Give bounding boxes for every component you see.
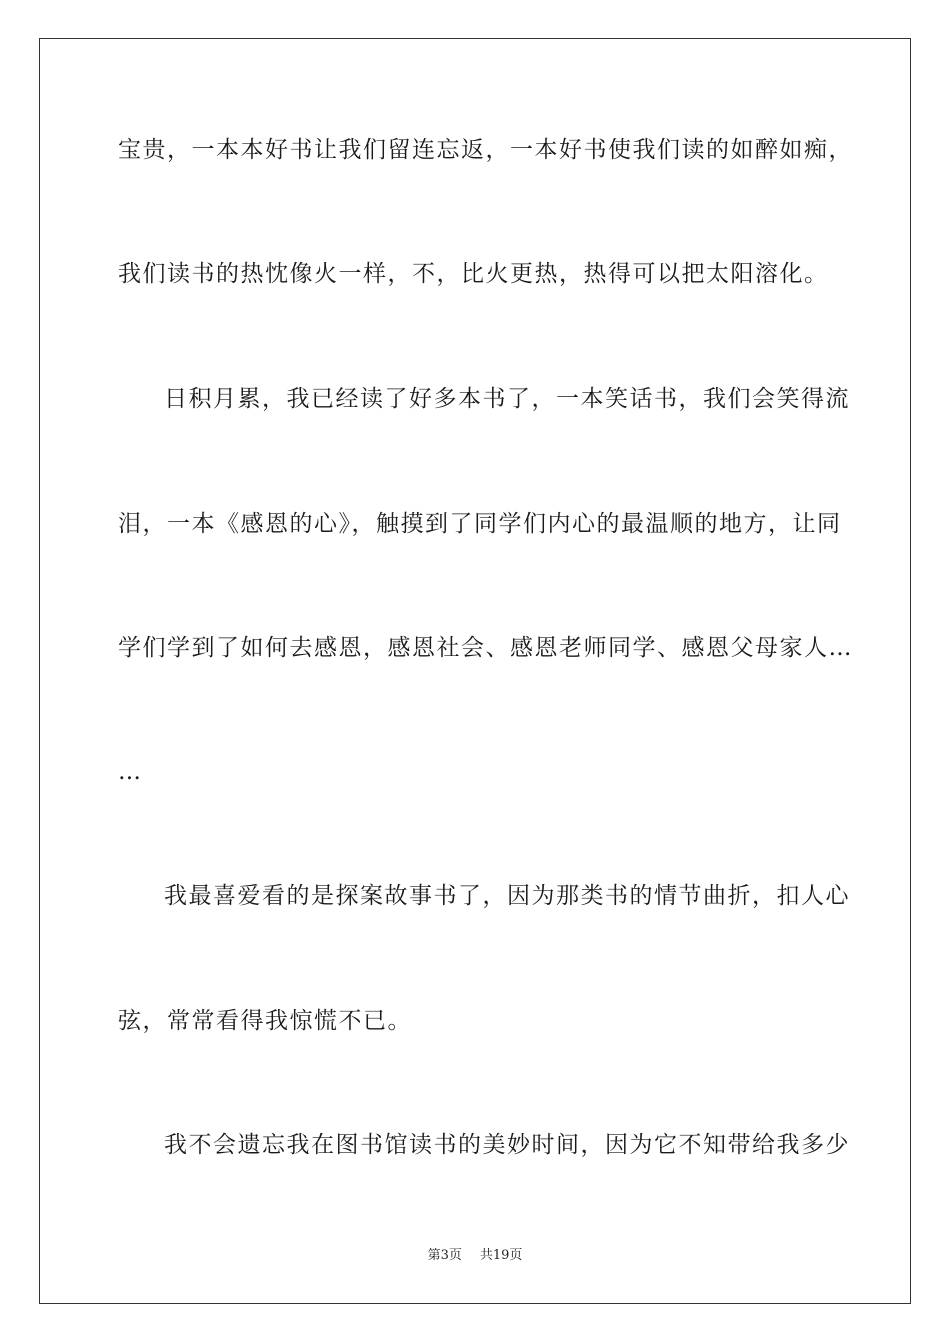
paragraph-start-line: 我最喜爱看的是探案故事书了，因为那类书的情节曲折，扣人心 xyxy=(164,883,850,909)
page-total: 共19页 xyxy=(479,1248,523,1263)
page-footer xyxy=(0,1247,950,1265)
paragraph-start-line: 日积月累，我已经读了好多本书了，一本笑话书，我们会笑得流 xyxy=(164,386,850,412)
text-line: 我们读书的热忱像火一样，不，比火更热，热得可以把太阳溶化。 xyxy=(118,261,829,287)
text-line: 学们学到了如何去感恩，感恩社会、感恩老师同学、感恩父母家人… xyxy=(118,635,853,661)
text-line: … xyxy=(118,759,143,785)
text-line: 弦，常常看得我惊慌不已。 xyxy=(118,1008,412,1034)
text-line: 宝贵，一本本好书让我们留连忘返，一本好书使我们读的如醉如痴， xyxy=(118,137,853,163)
page-border xyxy=(39,38,911,1304)
paragraph-start-line: 我不会遗忘我在图书馆读书的美妙时间，因为它不知带给我多少 xyxy=(164,1132,850,1158)
text-line: 泪，一本《感恩的心》，触摸到了同学们内心的最温顺的地方，让同 xyxy=(118,511,842,537)
page-number: 第3页 xyxy=(427,1248,462,1263)
